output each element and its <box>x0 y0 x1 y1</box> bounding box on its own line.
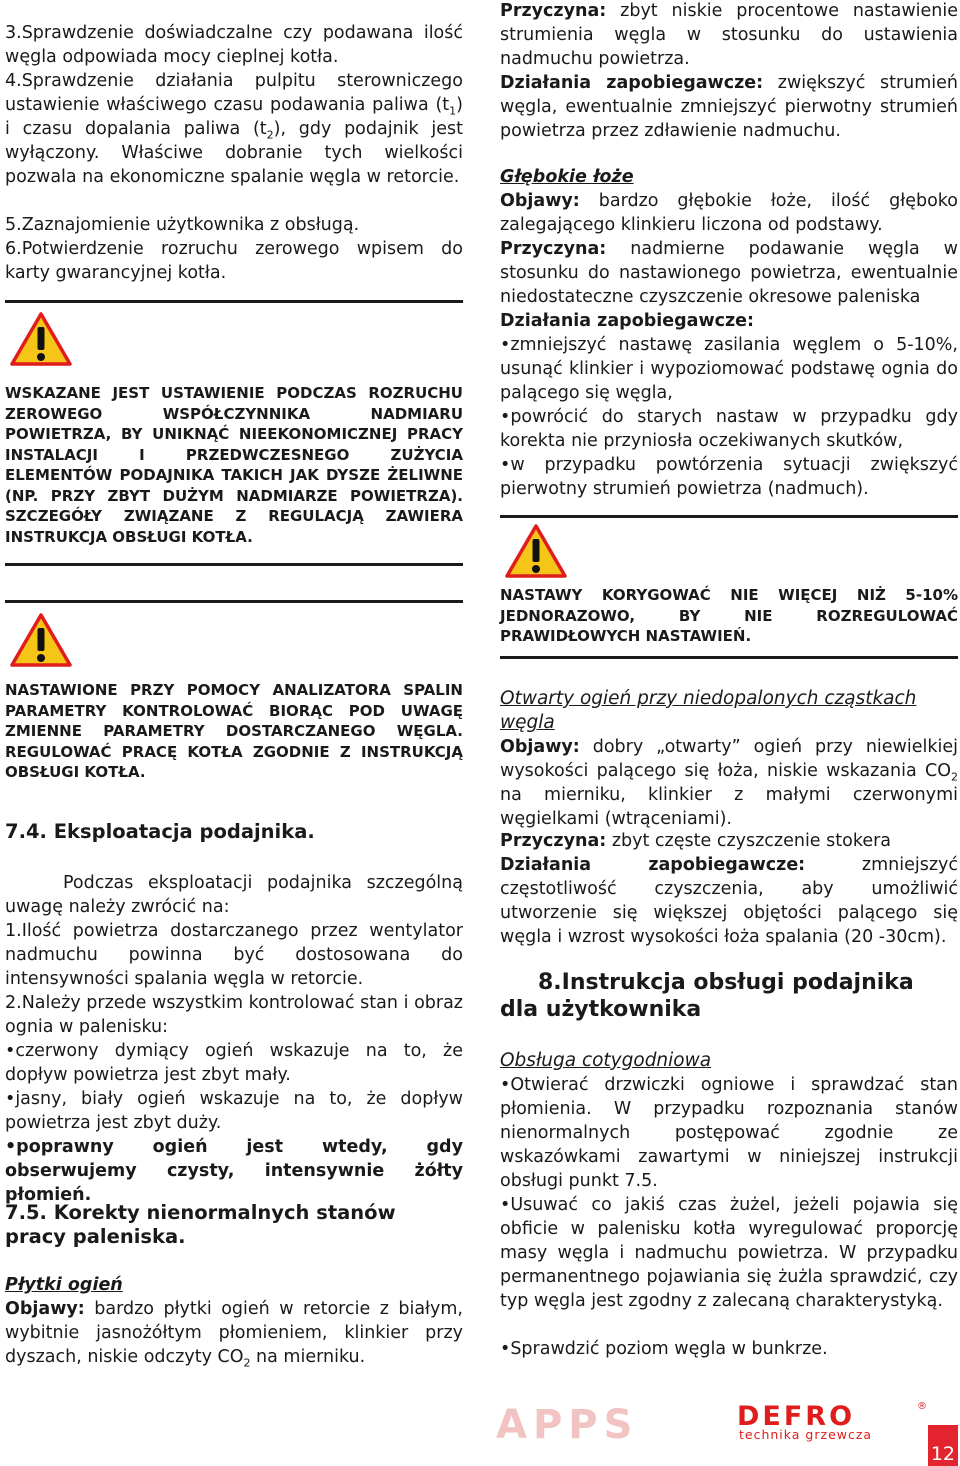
open-fire-symptoms <box>500 735 958 831</box>
warning-text-analyzer: NASTAWIONE PRZY POMOCY ANALIZATORA SPALIN PARAMETRY KONTROLOWAĆ BIORĄC POD UWAGĘ ZMIENNE PARAMETRY DOSTARCZANEGO WĘGLA. REGULOWAĆ PRACĘ KOTŁA ZGODNIE Z INSTRUKCJĄ OBSŁUGI KOTŁA. <box>5 681 463 781</box>
warning-text-startup: WSKAZANE JEST USTAWIENIE PODCZAS ROZRUCHU ZEROWEGO WSPÓŁCZYNNIKA NADMIARU POWIETRZA, BY UNIKNĄĆ NIEEKONOMICZNEJ PRACY INSTALACJI I PRZEDWCZESNEGO ZUŻYCIA ELEMENTÓW PODAJNIKA TAKICH JAK DYSZE ŻELIWNE (NP. PRZY ZBYT DUŻYM NADMIARZE POWIETRZA). SZCZEGÓŁY ZWIĄZANE Z REGULACJĄ ZAWIERA INSTRUKCJA OBSŁUGI KOTŁA. <box>5 384 463 546</box>
warning-triangle-icon <box>10 312 72 366</box>
symptoms-label: Objawy: <box>500 191 580 211</box>
section-7-4-title: 7.4. Eksploatacja podajnika. <box>5 820 315 843</box>
item-3: 3.Sprawdzenie doświadczalne czy podawana ilość węgla odpowiada mocy cieplnej kotła. <box>5 23 463 67</box>
prevention-text: zwiększyć strumień węgla, ewentualnie zmniejszyć pierwotny strumień powietrza przez zdławienie nadmuchu. <box>500 73 958 141</box>
item-6: 6.Potwierdzenie rozruchu zerowego wpisem do karty gwarancyjnej kotła. <box>5 239 463 283</box>
divider <box>5 300 463 303</box>
defro-tagline: technika grzewcza <box>739 1427 873 1442</box>
item-4 <box>5 69 463 189</box>
weekly-bullet-3: •Sprawdzić poziom węgla w bunkrze. <box>500 1339 828 1359</box>
prevention-1 <box>500 71 958 143</box>
cause-text: zbyt niskie procentowe nastawienie strumienia węgla w stosunku do ustawienia nadmuchu powietrza. <box>500 1 958 69</box>
cause-text: zbyt częste czyszczenie stokera <box>606 831 892 851</box>
divider <box>5 600 463 603</box>
cause-label: Przyczyna: <box>500 1 607 21</box>
subscript-2: 2 <box>266 128 274 142</box>
section-7-5-title: 7.5. Korekty nienormalnych stanów pracy paleniska. <box>5 1201 396 1248</box>
deep-bed-prevention-label: Działania zapobiegawcze: <box>500 311 755 331</box>
defro-logo <box>737 1401 927 1442</box>
weekly-bullet-1: •Otwierać drzwiczki ogniowe i sprawdzać stan płomienia. W przypadku rozpoznania stanów nienormalnych postępować zgodnie ze wskazówkami zawartymi w niniejszej instrukcji obsługi punkt 7.5. <box>500 1075 958 1191</box>
bullet-red-fire: •czerwony dymiący ogień wskazuje na to, że dopływ powietrza jest zbyt mały. <box>5 1041 463 1085</box>
subscript-2: 2 <box>243 1356 251 1370</box>
item-4-text-a: 4.Sprawdzenie działania pulpitu sterowniczego ustawienie właściwego czasu podawania paliwa (t <box>5 71 463 115</box>
divider <box>500 656 958 659</box>
section-7-4-point-1: 1.Ilość powietrza dostarczanego przez wentylator nadmuchu powinna być dostosowana do intensywności spalania węgla w retorcie. <box>5 921 463 989</box>
symptoms-label: Objawy: <box>500 737 580 757</box>
open-fire-prevention <box>500 853 958 949</box>
apps-logo: APPS <box>496 1402 639 1448</box>
registered-mark: ® <box>917 1401 927 1412</box>
deep-bed-cause <box>500 237 958 309</box>
deep-bed-bullet-1: •zmniejszyć nastawę zasilania węglem o 5-10%, usunąć klinkier i wypoziomować podstawę ognia do palącego się węgla, <box>500 335 958 403</box>
prevention-label: Działania zapobiegawcze: <box>500 855 806 875</box>
divider <box>5 563 463 566</box>
prevention-label: Działania zapobiegawcze: <box>500 73 764 93</box>
warning-triangle-icon <box>505 524 567 578</box>
item-4-text-b: ) i czasu dopalania paliwa (t <box>5 95 463 139</box>
symptoms-label: Objawy: <box>5 1299 85 1319</box>
section-7-4-intro: Podczas eksploatacji podajnika szczególną uwagę należy zwrócić na: <box>5 873 463 917</box>
item-5: 5.Zaznajomienie użytkownika z obsługą. <box>5 215 360 235</box>
subscript-2: 2 <box>951 770 958 784</box>
deep-bed-symptoms <box>500 189 958 237</box>
shallow-fire-symptoms <box>5 1297 463 1369</box>
cause-text: nadmierne podawanie węgla w stosunku do nastawionego powietrza, ewentualnie niedostateczne czyszczenie okresowe paleniska <box>500 239 958 307</box>
deep-bed-title: Głębokie łoże <box>500 167 634 187</box>
symptoms-text-a: bardzo płytki ogień w retorcie z białym, wybitnie jasnożółtym płomieniem, klinkier przy dyszach, niskie odczyty CO <box>5 1299 463 1367</box>
deep-bed-bullet-3: •w przypadku powtórzenia sytuacji zwiększyć pierwotny strumień powietrza (nadmuch). <box>500 455 958 499</box>
deep-bed-bullet-2: •powrócić do starych nastaw w przypadku gdy korekta nie przyniosła oczekiwanych skutków, <box>500 407 958 451</box>
symptoms-text-b: na mierniku, klinkier z małymi czerwonymi węgielkami (wtrąceniami). <box>500 785 958 829</box>
page-number: 12 <box>930 1443 955 1465</box>
open-fire-title: Otwarty ogień przy niedopalonych cząstkach węgla <box>500 688 917 733</box>
open-fire-cause <box>500 829 958 853</box>
bullet-white-fire: •jasny, biały ogień wskazuje na to, że dopływ powietrza jest zbyt duży. <box>5 1089 463 1133</box>
divider <box>500 515 958 518</box>
subscript-1: 1 <box>449 104 457 118</box>
warning-triangle-icon <box>10 613 72 667</box>
bullet-correct-fire: •poprawny ogień jest wtedy, gdy obserwujemy czysty, intensywnie żółty płomień. <box>5 1137 463 1205</box>
weekly-service-title: Obsługa cotygodniowa <box>500 1050 712 1071</box>
cause-label: Przyczyna: <box>500 239 607 259</box>
cause-label: Przyczyna: <box>500 831 607 851</box>
page-number-box <box>928 1425 958 1466</box>
symptoms-text-a: dobry „otwarty” ogień przy niewielkiej wysokości palącego się łoża, niskie wskazania CO <box>500 737 958 781</box>
symptoms-text-b: na mierniku. <box>250 1347 366 1367</box>
section-8-title: 8.Instrukcja obsługi podajnika dla użytkownika <box>500 970 914 1022</box>
prevention-text: zmniejszyć częstotliwość czyszczenia, aby umożliwić utworzenie się większej objętości palącego się węgla i wzrost wysokości łoża spalania (20 -30cm). <box>500 855 958 947</box>
defro-brand: DEFRO <box>737 1401 856 1432</box>
symptoms-text: bardzo głębokie łoże, ilość głęboko zalegającego klinkieru liczona od podstawy. <box>500 191 958 235</box>
weekly-bullet-2: •Usuwać co jakiś czas żużel, jeżeli pojawia się obficie w palenisku kotła wyregulować proporcję masy węgla i nadmuchu powietrza. W przypadku permanentnego pojawiania się żużla sprawdzić, czy typ węgla jest zgodny z zalecaną charakterystyką. <box>500 1195 958 1311</box>
cause-1 <box>500 0 958 71</box>
warning-text-adjust: NASTAWY KORYGOWAĆ NIE WIĘCEJ NIŻ 5-10% JEDNORAZOWO, BY NIE ROZREGULOWAĆ PRAWIDŁOWYCH NASTAWIEŃ. <box>500 586 958 645</box>
section-7-4-point-2: 2.Należy przede wszystkim kontrolować stan i obraz ognia w palenisku: <box>5 993 463 1037</box>
shallow-fire-title: Płytki ogień <box>5 1275 123 1295</box>
item-4-text-c: ), gdy podajnik jest wyłączony. Właściwe dobranie tych wielkości pozwala na ekonomiczne spalanie węgla w retorcie. <box>5 119 463 187</box>
